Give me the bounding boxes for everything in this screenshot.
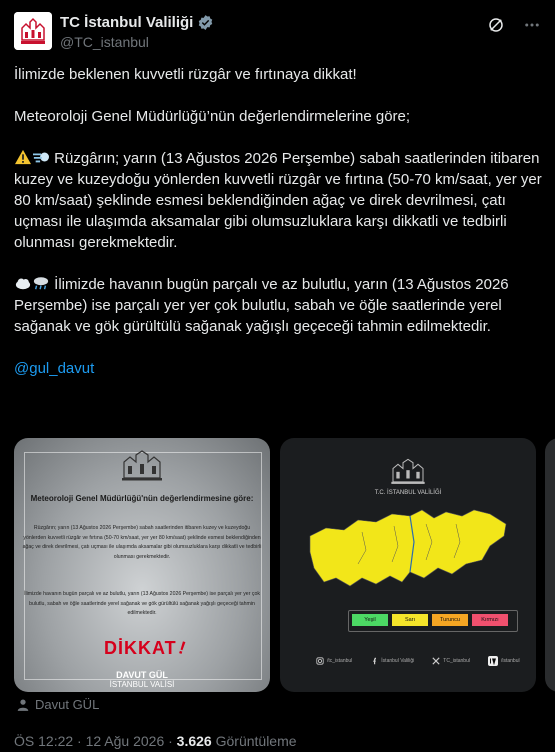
- x-icon: [432, 657, 440, 665]
- warning-icon: [14, 149, 32, 165]
- tweet-line-warning: İlimizde beklenen kuvvetli rüzgâr ve fırtınaya dikkat!: [14, 66, 357, 83]
- tweet-meta: [14, 733, 297, 749]
- social-x: [432, 657, 470, 665]
- grok-icon[interactable]: [487, 16, 505, 34]
- rain-cloud-icon: [32, 275, 50, 291]
- media-card-map[interactable]: [280, 438, 536, 692]
- wind-text: Rüzgârın; yarın (13 Ağustos 2026 Perşembe) sabah saatlerinden itibaren kuzey ve kuzeydoğu yönlerden kuvvetli rüzgâr ve fırtına (50-70 km/saat, yer yer 80 km/saat) şeklinde esmesi beklendiğinden ağaç ve direk devrilmesi, çatı uçması ile ulaşımda aksamalar gibi olumsuzluklara karşı dikkatli ve tedbirli olunması gerekmektedir.: [14, 150, 542, 251]
- more-options-icon[interactable]: [523, 16, 541, 34]
- tweet-timestamp[interactable]: ÖS 12:22 · 12 Ağu 2026 ·: [14, 733, 177, 749]
- announcement-body-wind: Rüzgârın; yarın (13 Ağustos 2026 Perşembe) sabah saatlerinden itibaren kuzey ve kuzeydoğu yönlerden kuvvetli rüzgâr ve fırtına (50-70 km/saat, yer yer 80 km/saat) şeklinde esmesi beklendiğinden ağaç ve direk devrilmesi, çatı uçması ile ulaşımda aksamalar gibi olumsuzluklara karşı dikkatli ve tedbirli olunması gerekmektedir.: [22, 525, 262, 560]
- map-card-title: T.C. İSTANBUL VALİLİĞİ: [374, 490, 442, 496]
- signature-title: İSTANBUL VALİSİ: [109, 680, 175, 689]
- account-handle[interactable]: @TC_istanbul: [60, 34, 149, 50]
- tagged-author-name[interactable]: Davut GÜL: [35, 697, 100, 712]
- tweet-text: [14, 64, 544, 400]
- social-instagram: [316, 657, 352, 665]
- header-actions: [487, 16, 541, 34]
- signature-name: DAVUT GÜL: [116, 670, 168, 680]
- account-name-row[interactable]: [60, 14, 214, 31]
- avatar[interactable]: [14, 12, 52, 50]
- legend-yellow: Sarı: [392, 614, 428, 626]
- tweet-mention-line: [14, 358, 544, 379]
- social-iv-label: /istanbul: [500, 658, 520, 664]
- person-icon: [16, 698, 30, 712]
- legend-orange: Turuncu: [432, 614, 468, 626]
- legend-red: Kırmızı: [472, 614, 508, 626]
- legend-green: Yeşil: [352, 614, 388, 626]
- media-card-announcement[interactable]: [14, 438, 270, 692]
- valilik-building-icon: [118, 448, 166, 482]
- tweet-header: [14, 10, 541, 54]
- tagged-author[interactable]: [16, 697, 99, 712]
- social-facebook-label: İstanbul Valiliği: [381, 658, 415, 664]
- media-card-partial[interactable]: [545, 438, 555, 692]
- istanbul-warning-map: [306, 502, 512, 602]
- verified-badge-icon: [197, 14, 214, 31]
- announcement-title: Meteoroloji Genel Müdürlüğü'nün değerlendirmesine göre:: [30, 494, 254, 503]
- tweet-paragraph-wind: [14, 148, 544, 253]
- announcement-body-weather: İlimizde havanın bugün parçalı ve az bulutlu, yarın (13 Ağustos 2026 Perşembe) ise parçalı yer yer çok bulutlu, sabah ve öğle saatlerinde yerel sağanak ve gök gürültülü sağanak yağışlı geçeceği tahmin edilmektedir.: [24, 591, 260, 616]
- media-carousel: [14, 438, 555, 692]
- account-name[interactable]: TC İstanbul Valiliği: [60, 14, 194, 31]
- tweet-paragraph-weather: [14, 274, 544, 337]
- iv-icon: [488, 656, 498, 666]
- dikkat-label: DİKKAT!: [104, 637, 189, 659]
- social-instagram-label: /tc_istanbul: [327, 658, 353, 664]
- social-x-label: TC_istanbul: [443, 658, 470, 664]
- view-count: 3.626: [176, 733, 212, 749]
- wind-icon: [32, 149, 50, 165]
- social-facebook: [370, 657, 414, 665]
- social-links: [316, 656, 520, 666]
- cloud-icon: [14, 275, 32, 291]
- instagram-icon: [316, 657, 324, 665]
- signature: [14, 670, 270, 690]
- weather-text: İlimizde havanın bugün parçalı ve az bulutlu, yarın (13 Ağustos 2026 Perşembe) ise parçalı yer yer çok bulutlu, sabah ve öğle saatlerinde yerel sağanak ve gök gürültülü sağanak yağışlı geçeceği tahmin edilmektedir.: [14, 276, 509, 335]
- facebook-icon: [370, 657, 378, 665]
- mention-link[interactable]: @gul_davut: [14, 360, 95, 377]
- views-label: Görüntüleme: [211, 733, 297, 749]
- warning-legend: [352, 614, 508, 626]
- valilik-building-icon: [388, 456, 428, 486]
- valilik-logo-icon: [14, 12, 52, 50]
- social-iv: [488, 656, 520, 666]
- tweet-line-source: Meteoroloji Genel Müdürlüğü’nün değerlendirmelerine göre;: [14, 108, 411, 125]
